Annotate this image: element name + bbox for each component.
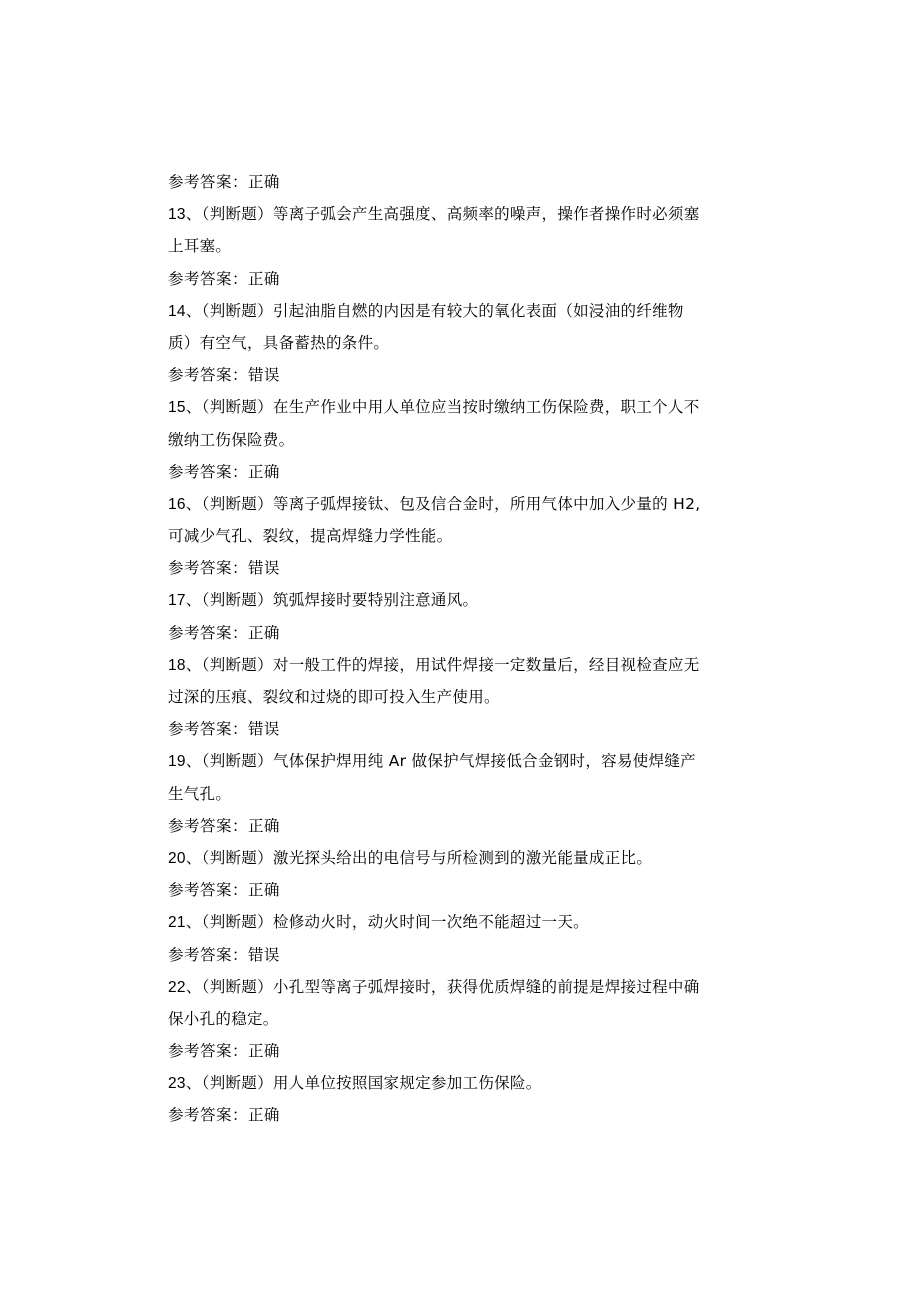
question-line-continued bbox=[168, 1003, 753, 1035]
answer-value: 正确 bbox=[248, 881, 280, 900]
answer-line bbox=[168, 617, 753, 649]
question-separator: 、 bbox=[185, 977, 202, 996]
question-text: 用人单位按照国家规定参加工伤保险。 bbox=[272, 1074, 542, 1093]
question-text: 检修动火时，动火时间一次绝不能超过一天。 bbox=[272, 913, 589, 932]
answer-line bbox=[168, 1035, 753, 1067]
question-type: （判断题） bbox=[201, 205, 273, 224]
answer-line bbox=[168, 456, 753, 488]
question-line bbox=[168, 745, 753, 777]
question-separator: 、 bbox=[185, 913, 202, 932]
question-line bbox=[168, 1067, 753, 1099]
question-text: 等离子弧焊接钛、包及信合金时，所用气体中加入少量的 H2, bbox=[272, 494, 701, 513]
answer-label: 参考答案： bbox=[168, 1042, 249, 1061]
answer-value: 错误 bbox=[248, 945, 280, 964]
question-text: 激光探头给出的电信号与所检测到的激光能量成正比。 bbox=[272, 848, 653, 867]
question-line bbox=[168, 971, 753, 1003]
question-number: 21 bbox=[168, 914, 186, 932]
answer-label: 参考答案： bbox=[168, 623, 249, 642]
question-separator: 、 bbox=[185, 848, 202, 867]
question-number: 17 bbox=[168, 592, 186, 610]
question-text: 引起油脂自燃的内因是有较大的氧化表面（如浸油的纤维物 bbox=[272, 301, 684, 320]
answer-line bbox=[168, 359, 753, 391]
question-type: （判断题） bbox=[201, 752, 273, 771]
question-number: 13 bbox=[168, 206, 186, 224]
answer-label: 参考答案： bbox=[168, 173, 249, 191]
question-text: 筑弧焊接时要特别注意通风。 bbox=[272, 591, 479, 610]
answer-label: 参考答案： bbox=[168, 720, 249, 739]
question-number: 16 bbox=[168, 495, 186, 513]
question-line bbox=[168, 391, 753, 423]
question-type: （判断题） bbox=[201, 301, 273, 320]
question-type: （判断题） bbox=[201, 655, 273, 674]
question-number: 22 bbox=[168, 978, 186, 996]
answer-line bbox=[168, 939, 753, 971]
answer-value: 正确 bbox=[248, 462, 280, 481]
answer-value: 正确 bbox=[248, 816, 280, 835]
question-type: （判断题） bbox=[201, 1074, 273, 1093]
question-text: 质）有空气，具备蓄热的条件。 bbox=[168, 333, 390, 352]
answer-value: 正确 bbox=[248, 269, 280, 288]
answer-label: 参考答案： bbox=[168, 269, 249, 288]
answer-line bbox=[168, 810, 753, 842]
question-line bbox=[168, 295, 753, 327]
question-separator: 、 bbox=[185, 1074, 202, 1093]
question-text: 对一般工件的焊接，用试件焊接一定数量后，经目视检查应无 bbox=[272, 655, 700, 674]
answer-value: 正确 bbox=[248, 623, 280, 642]
answer-label: 参考答案： bbox=[168, 559, 249, 578]
question-text: 小孔型等离子弧焊接时，获得优质焊缝的前提是焊接过程中确 bbox=[272, 977, 700, 996]
question-number: 15 bbox=[168, 399, 186, 417]
answer-value: 正确 bbox=[248, 1106, 280, 1125]
answer-line bbox=[168, 1099, 753, 1131]
question-separator: 、 bbox=[185, 301, 202, 320]
question-line bbox=[168, 488, 753, 520]
question-text: 气体保护焊用纯 Ar 做保护气焊接低合金钢时，容易使焊缝产 bbox=[272, 752, 696, 771]
question-line bbox=[168, 906, 753, 938]
question-separator: 、 bbox=[185, 205, 202, 224]
question-number: 18 bbox=[168, 656, 186, 674]
question-separator: 、 bbox=[185, 655, 202, 674]
answer-line bbox=[168, 552, 753, 584]
answer-value: 错误 bbox=[248, 720, 280, 739]
question-separator: 、 bbox=[185, 494, 202, 513]
question-line-continued bbox=[168, 424, 753, 456]
answer-label: 参考答案： bbox=[168, 881, 249, 900]
answer-label: 参考答案： bbox=[168, 816, 249, 835]
question-line-continued bbox=[168, 778, 753, 810]
question-type: （判断题） bbox=[201, 494, 273, 513]
answer-label: 参考答案： bbox=[168, 462, 249, 481]
question-number: 23 bbox=[168, 1075, 186, 1093]
question-line bbox=[168, 649, 753, 681]
answer-label: 参考答案： bbox=[168, 366, 249, 385]
question-text: 缴纳工伤保险费。 bbox=[168, 430, 295, 449]
answer-value: 错误 bbox=[248, 366, 280, 385]
question-separator: 、 bbox=[185, 752, 202, 771]
question-line bbox=[168, 842, 753, 874]
question-line-continued bbox=[168, 327, 753, 359]
answer-line bbox=[168, 263, 753, 295]
question-line-continued bbox=[168, 681, 753, 713]
question-text: 保小孔的稳定。 bbox=[168, 1009, 279, 1028]
question-number: 19 bbox=[168, 753, 186, 771]
question-number: 20 bbox=[168, 849, 186, 867]
question-separator: 、 bbox=[185, 591, 202, 610]
answer-line bbox=[168, 166, 753, 198]
question-type: （判断题） bbox=[201, 591, 273, 610]
question-line-continued bbox=[168, 230, 753, 262]
answer-label: 参考答案： bbox=[168, 945, 249, 964]
answer-value: 错误 bbox=[248, 559, 280, 578]
answer-value: 正确 bbox=[248, 1042, 280, 1061]
answer-line bbox=[168, 713, 753, 745]
question-line bbox=[168, 198, 753, 230]
question-number: 14 bbox=[168, 302, 186, 320]
question-text: 可减少气孔、裂纹，提高焊缝力学性能。 bbox=[168, 527, 453, 546]
answer-line bbox=[168, 874, 753, 906]
question-type: （判断题） bbox=[201, 913, 273, 932]
question-line-continued bbox=[168, 520, 753, 552]
question-type: （判断题） bbox=[201, 977, 273, 996]
question-list bbox=[168, 166, 753, 1132]
answer-label: 参考答案： bbox=[168, 1106, 249, 1125]
question-text: 生气孔。 bbox=[168, 784, 232, 803]
question-text: 等离子弧会产生高强度、高频率的噪声，操作者操作时必须塞 bbox=[272, 205, 700, 224]
question-separator: 、 bbox=[185, 398, 202, 417]
question-text: 在生产作业中用人单位应当按时缴纳工伤保险费，职工个人不 bbox=[272, 398, 700, 417]
answer-value: 正确 bbox=[248, 173, 280, 191]
question-type: （判断题） bbox=[201, 848, 273, 867]
question-line bbox=[168, 584, 753, 616]
question-type: （判断题） bbox=[201, 398, 273, 417]
question-text: 过深的压痕、裂纹和过烧的即可投入生产使用。 bbox=[168, 688, 500, 706]
question-text: 上耳塞。 bbox=[168, 237, 232, 256]
